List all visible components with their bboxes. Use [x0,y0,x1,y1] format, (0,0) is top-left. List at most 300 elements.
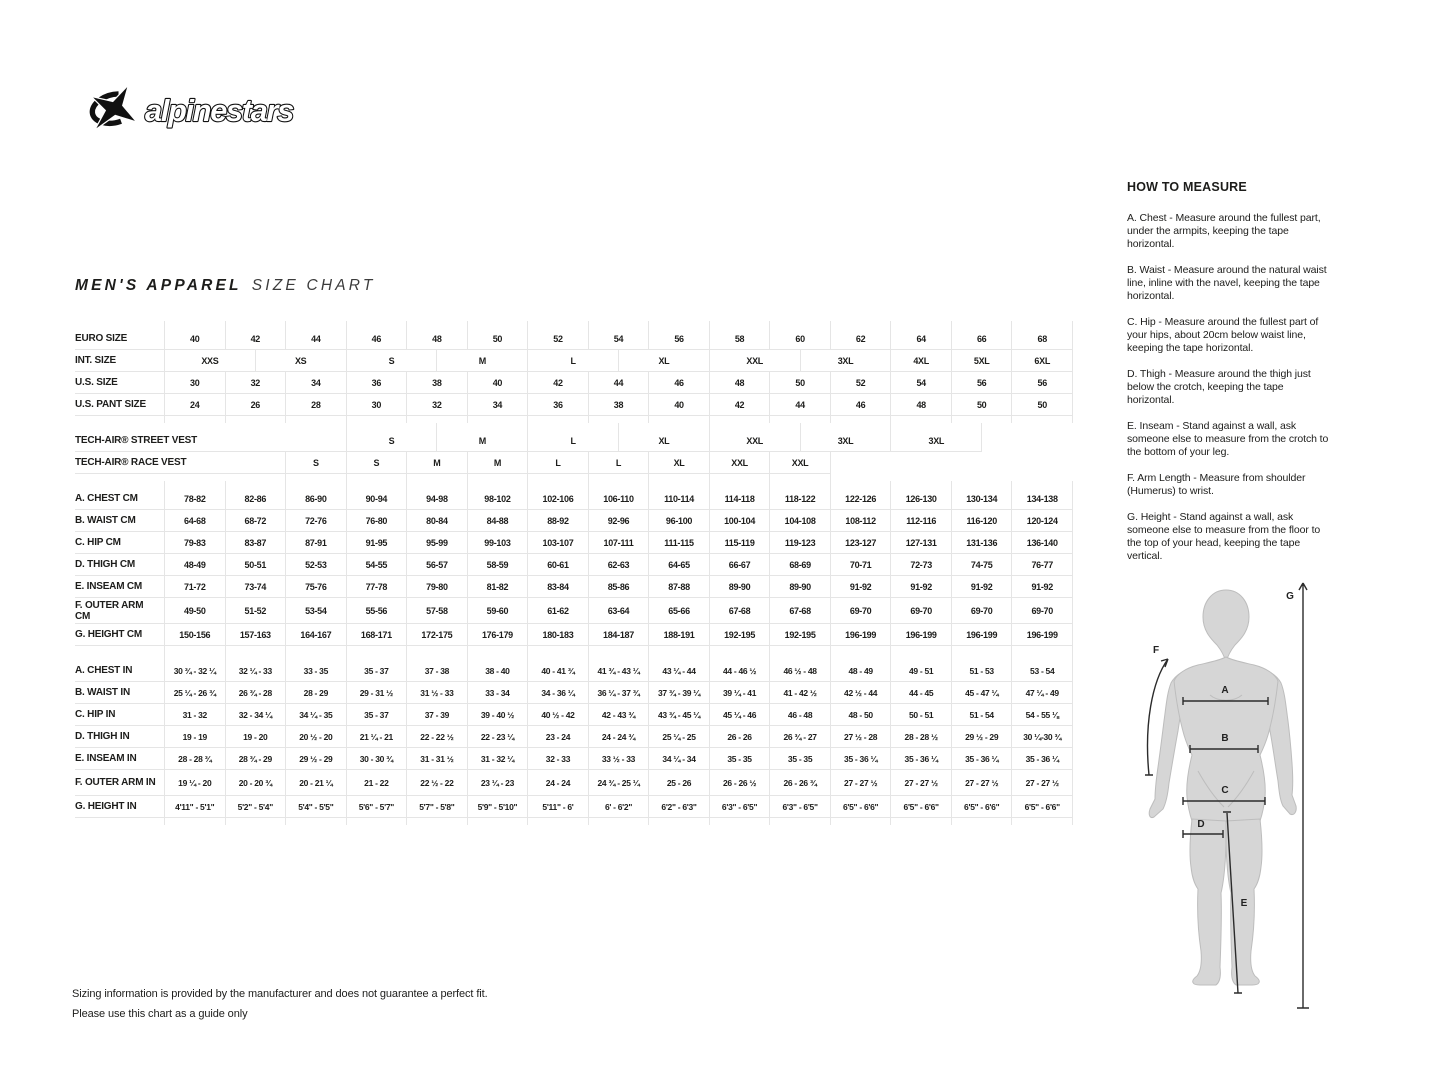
gutter-cell [286,818,347,825]
gutter-cell [528,653,589,660]
gutter-cell [982,423,1073,430]
gutter-cell [1012,481,1073,488]
body-measurement-diagram [1140,575,1325,1030]
gutter-cell [165,321,226,328]
gutter-cell [347,646,408,653]
size-cell: 26 [226,394,287,416]
size-cell: 43 ¾ - 45 ¼ [649,704,710,726]
gutter-cell [347,474,408,481]
size-cell: 5'9" - 5'10" [468,796,529,818]
diagram-label-arm: F [1152,645,1160,656]
size-cell: 87-91 [286,532,347,554]
size-cell: 55-56 [347,598,408,624]
gutter-cell [952,653,1013,660]
row-label: C. HIP CM [75,532,165,554]
size-cell: 95-99 [407,532,468,554]
size-cell: 26 - 26 [710,726,771,748]
size-cell: 87-88 [649,576,710,598]
gutter-cell [770,474,831,481]
size-cell: 44 - 46 ½ [710,660,771,682]
size-cell: 6'5" - 6'6" [952,796,1013,818]
page-title-main: MEN'S APPAREL [75,277,242,294]
size-cell: 38 [589,394,650,416]
size-cell: 54-55 [347,554,408,576]
size-cell: 72-76 [286,510,347,532]
size-cell: 89-90 [770,576,831,598]
gutter-cell [407,818,468,825]
size-cell: XL [649,452,710,474]
size-cell: 28 - 29 [286,682,347,704]
size-cell: 53 - 54 [1012,660,1073,682]
gutter-cell [226,416,287,423]
size-cell: 35 - 36 ¼ [952,748,1013,770]
gutter-cell [468,646,529,653]
size-cell: 32 - 34 ¼ [226,704,287,726]
page-title-sub: SIZE CHART [251,277,376,294]
gutter-cell [589,646,650,653]
gutter-cell [75,321,165,328]
table-gutter-row [75,423,1073,430]
size-cell: 40 [468,372,529,394]
size-cell: S [347,452,408,474]
size-cell: 69-70 [831,598,892,624]
size-cell: 5'4" - 5'5" [286,796,347,818]
size-cell: 45 - 47 ¼ [952,682,1013,704]
size-cell: 82-86 [226,488,287,510]
size-cell: 89-90 [710,576,771,598]
size-cell: L [589,452,650,474]
size-cell: 84-88 [468,510,529,532]
row-label: U.S. PANT SIZE [75,394,165,416]
size-cell: 48 [407,328,468,350]
gutter-cell [1012,818,1073,825]
size-cell: 150-156 [165,624,226,646]
gutter-cell [75,653,165,660]
size-cell: 46 ½ - 48 [770,660,831,682]
gutter-cell [770,818,831,825]
gutter-cell [347,321,408,328]
size-cell: 46 [649,372,710,394]
size-cell: 41 ¾ - 43 ¼ [589,660,650,682]
size-cell: 29 ½ - 29 [286,748,347,770]
size-cell: 34 - 36 ¼ [528,682,589,704]
gutter-cell [347,423,438,430]
size-cell: 53-54 [286,598,347,624]
gutter-cell [710,818,771,825]
size-cell: 36 [347,372,408,394]
size-cell: 130-134 [952,488,1013,510]
gutter-cell [468,474,529,481]
row-label: F. OUTER ARM IN [75,770,165,796]
size-cell: 73-74 [226,576,287,598]
gutter-cell [891,653,952,660]
size-cell: 40 ½ - 42 [528,704,589,726]
size-cell: 49-50 [165,598,226,624]
gutter-cell [468,321,529,328]
table-gutter-row [75,646,1073,653]
size-cell: 116-120 [952,510,1013,532]
size-cell: 48-49 [165,554,226,576]
footer-disclaimer [72,984,488,1024]
gutter-cell [952,321,1013,328]
size-cell: 50-51 [226,554,287,576]
size-cell: M [468,452,529,474]
size-cell: 104-108 [770,510,831,532]
size-cell: 72-73 [891,554,952,576]
size-cell: 35 - 36 ¼ [891,748,952,770]
size-cell: 67-68 [710,598,771,624]
size-cell: 196-199 [1012,624,1073,646]
size-cell: 27 - 27 ½ [1012,770,1073,796]
size-cell: 46 [831,394,892,416]
size-cell: 111-115 [649,532,710,554]
size-cell: 180-183 [528,624,589,646]
size-cell: S [347,430,438,452]
gutter-cell [710,481,771,488]
size-cell: 6'3" - 6'5" [770,796,831,818]
row-label: D. THIGH IN [75,726,165,748]
size-cell: 3XL [801,430,892,452]
size-cell: 44 [286,328,347,350]
size-cell: 5XL [952,350,1013,372]
size-cell: 37 - 38 [407,660,468,682]
size-cell: 60-61 [528,554,589,576]
row-label: INT. SIZE [75,350,165,372]
size-cell: 26 ¾ - 27 [770,726,831,748]
gutter-cell [952,416,1013,423]
measure-instruction-height: G. Height - Stand against a wall, ask someone else to measure from the floor to the top of your head, keeping the tape vertical. [1127,511,1321,562]
gutter-cell [75,416,165,423]
size-cell: 71-72 [165,576,226,598]
size-cell: 114-118 [710,488,771,510]
table-row [75,660,1073,682]
table-gutter-row [75,416,1073,423]
table-row [75,452,1073,474]
size-cell: 52 [528,328,589,350]
table-row [75,430,1073,452]
size-cell: 50 [952,394,1013,416]
size-cell: 42 [710,394,771,416]
size-cell: 192-195 [770,624,831,646]
size-cell: 50 [770,372,831,394]
size-cell: 131-136 [952,532,1013,554]
gutter-cell [649,481,710,488]
size-cell: 36 [528,394,589,416]
page-title [75,277,376,295]
gutter-cell [528,416,589,423]
size-cell: 108-112 [831,510,892,532]
row-label: B. WAIST IN [75,682,165,704]
size-cell: 48 [710,372,771,394]
size-cell: 33 - 35 [286,660,347,682]
size-cell: 91-92 [891,576,952,598]
size-cell: 54 - 55 ⅛ [1012,704,1073,726]
gutter-cell [770,416,831,423]
gutter-cell [952,818,1013,825]
gutter-cell [952,646,1013,653]
size-cell: 102-106 [528,488,589,510]
diagram-label-hip: C [1221,785,1229,796]
gutter-cell [649,321,710,328]
row-label: E. INSEAM IN [75,748,165,770]
size-cell: 26 ¾ - 28 [226,682,287,704]
size-cell: 24 ¾ - 25 ¼ [589,770,650,796]
gutter-cell [286,416,347,423]
size-cell: 6'5" - 6'6" [831,796,892,818]
empty-cell [982,430,1073,452]
size-cell: 157-163 [226,624,287,646]
size-cell: 112-116 [891,510,952,532]
gutter-cell [347,416,408,423]
row-label: A. CHEST CM [75,488,165,510]
size-cell: XXS [165,350,256,372]
gutter-cell [891,423,982,430]
gutter-cell [710,653,771,660]
size-cell: 35 - 37 [347,660,408,682]
size-cell: 25 - 26 [649,770,710,796]
gutter-cell [589,321,650,328]
size-cell: XS [256,350,347,372]
gutter-cell [407,646,468,653]
table-row [75,510,1073,532]
size-cell: 46 - 48 [770,704,831,726]
gutter-cell [891,416,952,423]
size-cell: 94-98 [407,488,468,510]
size-cell: 56 [1012,372,1073,394]
gutter-cell [891,818,952,825]
table-row [75,372,1073,394]
size-cell: 41 - 42 ½ [770,682,831,704]
size-cell: 40 [649,394,710,416]
size-cell: 176-179 [468,624,529,646]
alpinestars-logo [73,84,323,132]
size-cell: 6XL [1012,350,1073,372]
gutter-cell [1012,321,1073,328]
diagram-label-thigh: D [1197,819,1205,830]
gutter-cell [710,423,801,430]
size-cell: 61-62 [528,598,589,624]
gutter-cell [710,321,771,328]
size-cell: 127-131 [891,532,952,554]
size-cell: 27 ½ - 28 [831,726,892,748]
size-cell: 58 [710,328,771,350]
size-cell: 56-57 [407,554,468,576]
size-cell: 68-72 [226,510,287,532]
size-cell: 30 - 30 ¾ [347,748,408,770]
size-cell: 70-71 [831,554,892,576]
gutter-cell [831,474,1073,481]
size-cell: 22 - 22 ½ [407,726,468,748]
size-cell: 79-83 [165,532,226,554]
size-cell: 28 - 28 ¾ [165,748,226,770]
size-cell: 68 [1012,328,1073,350]
size-cell: 32 [226,372,287,394]
size-cell: M [407,452,468,474]
size-cell: 136-140 [1012,532,1073,554]
measure-instruction-chest: A. Chest - Measure around the fullest part, under the armpits, keeping the tape horizontal. [1127,212,1321,250]
gutter-cell [468,653,529,660]
size-cell: 69-70 [891,598,952,624]
size-cell: 31 ½ - 33 [407,682,468,704]
gutter-cell [649,653,710,660]
size-cell: 20 ½ - 20 [286,726,347,748]
size-cell: 172-175 [407,624,468,646]
gutter-cell [649,416,710,423]
gutter-cell [226,646,287,653]
table-gutter-row [75,481,1073,488]
size-cell: 24 [165,394,226,416]
size-cell: 40 [165,328,226,350]
gutter-cell [528,481,589,488]
size-cell: 42 [226,328,287,350]
size-cell: 103-107 [528,532,589,554]
gutter-cell [619,423,710,430]
size-cell: 38 - 40 [468,660,529,682]
size-cell: 119-123 [770,532,831,554]
gutter-cell [75,818,165,825]
size-cell: 28 [286,394,347,416]
gutter-cell [589,481,650,488]
size-cell: 21 - 22 [347,770,408,796]
size-cell: 40 - 41 ¾ [528,660,589,682]
gutter-cell [528,474,589,481]
table-row [75,770,1073,796]
size-cell: XL [619,350,710,372]
size-cell: 126-130 [891,488,952,510]
size-cell: 62-63 [589,554,650,576]
alpinestars-wordmark: alpinestars [145,94,294,129]
table-gutter-row [75,474,1073,481]
size-cell: 192-195 [710,624,771,646]
table-row [75,576,1073,598]
size-cell: 44 - 45 [891,682,952,704]
row-label: F. OUTER ARM CM [75,598,165,624]
gutter-cell [286,321,347,328]
size-cell: 3XL [891,430,982,452]
size-cell: 99-103 [468,532,529,554]
table-row [75,532,1073,554]
size-cell: 56 [649,328,710,350]
size-cell: 60 [770,328,831,350]
row-label: U.S. SIZE [75,372,165,394]
size-cell: 59-60 [468,598,529,624]
gutter-cell [1012,416,1073,423]
size-cell: 83-84 [528,576,589,598]
gutter-cell [831,646,892,653]
gutter-cell [347,653,408,660]
gutter-cell [649,474,710,481]
gutter-cell [165,646,226,653]
size-cell: 92-96 [589,510,650,532]
size-cell: XXL [710,452,771,474]
measure-instruction-inseam: E. Inseam - Stand against a wall, ask someone else to measure from the crotch to the bottom of your leg. [1127,420,1329,458]
size-cell: 83-87 [226,532,287,554]
table-group [75,321,1073,423]
gutter-cell [891,321,952,328]
gutter-cell [468,818,529,825]
size-cell: 134-138 [1012,488,1073,510]
size-cell: 56 [952,372,1013,394]
size-cell: 29 - 31 ½ [347,682,408,704]
size-cell: 107-111 [589,532,650,554]
gutter-cell [710,646,771,653]
table-group [75,653,1073,825]
size-cell: 27 - 27 ½ [831,770,892,796]
size-cell: 39 ¼ - 41 [710,682,771,704]
gutter-cell [589,818,650,825]
size-cell: 63-64 [589,598,650,624]
row-label: D. THIGH CM [75,554,165,576]
row-label: E. INSEAM CM [75,576,165,598]
gutter-cell [891,646,952,653]
size-cell: 30 [347,394,408,416]
gutter-cell [226,321,287,328]
size-cell: 98-102 [468,488,529,510]
gutter-cell [770,481,831,488]
size-cell: 74-75 [952,554,1013,576]
size-cell: 62 [831,328,892,350]
size-cell: 77-78 [347,576,408,598]
table-row [75,624,1073,646]
size-cell: 44 [589,372,650,394]
size-cell: S [286,452,347,474]
size-cell: S [347,350,438,372]
gutter-cell [528,321,589,328]
table-group [75,481,1073,653]
size-cell: XXL [710,430,801,452]
size-cell: 64-65 [649,554,710,576]
size-cell: 32 ¼ - 33 [226,660,287,682]
size-cell: 5'2" - 5'4" [226,796,287,818]
size-cell: L [528,452,589,474]
size-cell: 22 - 23 ¼ [468,726,529,748]
size-cell: 19 ¼ - 20 [165,770,226,796]
gutter-cell [528,423,619,430]
gutter-cell [528,818,589,825]
size-cell: 32 [407,394,468,416]
size-cell: 30 [165,372,226,394]
size-cell: 24 - 24 ¾ [589,726,650,748]
gutter-cell [407,416,468,423]
size-cell: 32 - 33 [528,748,589,770]
size-cell: 28 - 28 ½ [891,726,952,748]
table-gutter-row [75,818,1073,825]
size-cell: 31 - 31 ½ [407,748,468,770]
size-cell: 34 [286,372,347,394]
size-cell: 3XL [801,350,892,372]
size-cell: XXL [710,350,801,372]
size-cell: 79-80 [407,576,468,598]
height-measure-line [1297,583,1309,1008]
row-label: G. HEIGHT IN [75,796,165,818]
size-cell: 80-84 [407,510,468,532]
size-cell: 35 - 37 [347,704,408,726]
gutter-cell [770,321,831,328]
size-cell: 50 - 51 [891,704,952,726]
how-to-measure-heading: HOW TO MEASURE [1127,180,1247,194]
size-cell: 6'3" - 6'5" [710,796,771,818]
size-cell: XL [619,430,710,452]
size-table [75,321,1073,825]
size-cell: 54 [589,328,650,350]
size-cell: L [528,430,619,452]
size-cell: 69-70 [1012,598,1073,624]
size-cell: 123-127 [831,532,892,554]
size-cell: 6'5" - 6'6" [1012,796,1073,818]
size-cell: 66 [952,328,1013,350]
diagram-label-inseam: E [1240,898,1248,909]
size-cell: 66-67 [710,554,771,576]
